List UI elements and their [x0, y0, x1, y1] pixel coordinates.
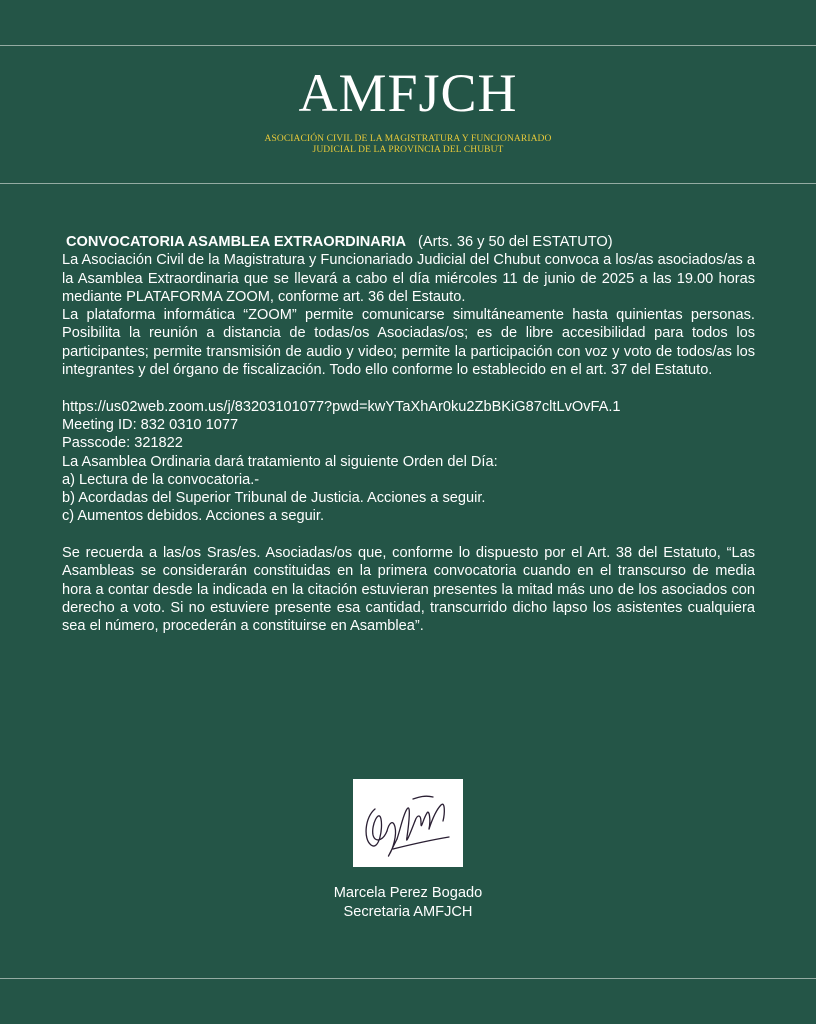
signature-image [353, 779, 463, 867]
brand-logo-text: AMFJCH [298, 63, 518, 123]
brand-subtitle-line-1: ASOCIACIÓN CIVIL DE LA MAGISTRATURA Y FUNCIONARIADO [264, 134, 552, 144]
brand-subtitle [0, 134, 816, 156]
reminder-paragraph: Se recuerda a las/os Sras/es. Asociadas/os que, conforme lo dispuesto por el Art. 38 del Estatuto, “Las Asambleas se considerarán constituidas en la primera convocatoria cuando en el transcurso de media hora a contar desde la indicada en la citación estuvieran presentes la mitad más uno de los asociados con derecho a voto. Si no estuviere presente esa cantidad, transcurrido dicho lapso los asistentes cualquiera sea el número, procederán a constituirse en Asamblea”. [62, 545, 755, 635]
spacer [62, 379, 755, 397]
intro-paragraph: La Asociación Civil de la Magistratura y Funcionariado Judicial del Chubut convoca a los/as asociados/as a la Asamblea Extraordinaria que se llevará a cabo el día miércoles 11 de junio de 2025 a las 19.00 horas mediante PLATAFORMA ZOOM, conforme art. 36 del Estauto. [62, 252, 755, 305]
heading-reference: (Arts. 36 y 50 del ESTATUTO) [417, 234, 613, 250]
header-divider [0, 183, 816, 184]
signatory-name: Marcela Perez Bogado [333, 885, 483, 901]
signatory [308, 884, 508, 921]
zoom-link[interactable]: https://us02web.zoom.us/j/83203101077?pwd=kwYTaXhAr0ku2ZbBKiG87cltLvOvFA.1 [62, 398, 621, 415]
top-divider [0, 45, 816, 46]
agenda-item: a) Lectura de la convocatoria.- [62, 471, 260, 488]
heading-title: CONVOCATORIA ASAMBLEA EXTRAORDINARIA [66, 234, 406, 250]
agenda-intro: La Asamblea Ordinaria dará tratamiento al siguiente Orden del Día: [62, 453, 498, 470]
document-body [62, 233, 755, 636]
spacer [62, 526, 755, 544]
meeting-id: Meeting ID: 832 0310 1077 [62, 416, 239, 433]
brand-subtitle-line-2: JUDICIAL DE LA PROVINCIA DEL CHUBUT [312, 145, 504, 155]
handwritten-signature-icon [353, 779, 463, 867]
platform-paragraph: La plataforma informática “ZOOM” permite comunicarse simultáneamente hasta quinientas personas. Posibilita la reunión a distancia de todas/os Asociadas/os; es de libre accesibilidad para todos los participantes; permite transmisión de audio y video; permite la participación con voz y voto de todos/as los integrantes y del órgano de fiscalización. Todo ello conforme lo establecido en el art. 37 del Estatuto. [62, 307, 755, 379]
agenda-item: b) Acordadas del Superior Tribunal de Justicia. Acciones a seguir. [62, 490, 486, 507]
signatory-role: Secretaria AMFJCH [343, 903, 473, 920]
document-heading [62, 233, 755, 251]
bottom-divider [0, 978, 816, 979]
passcode: Passcode: 321822 [62, 435, 183, 452]
agenda-item: c) Aumentos debidos. Acciones a seguir. [62, 508, 325, 525]
